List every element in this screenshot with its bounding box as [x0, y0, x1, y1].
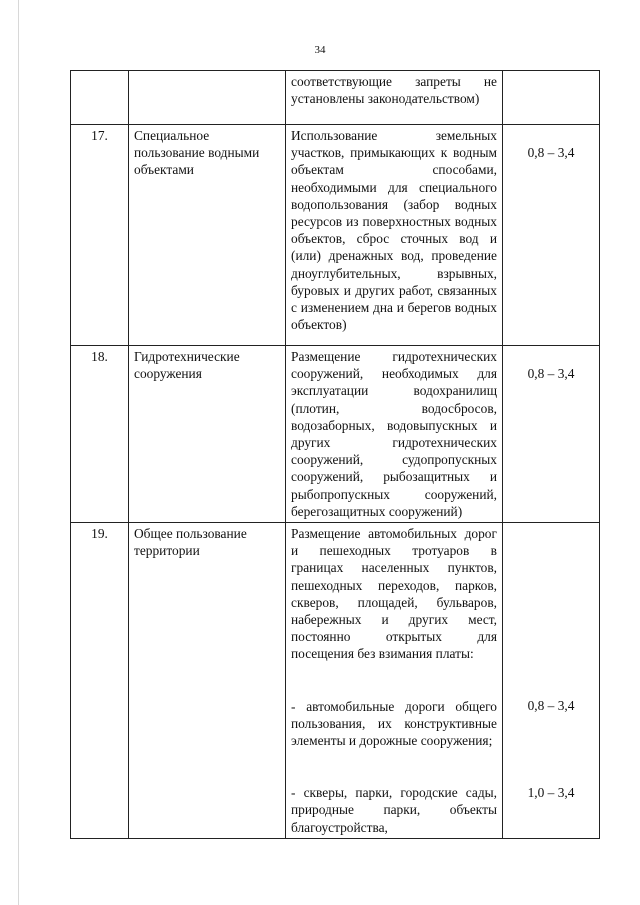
document-table [70, 70, 600, 839]
coefficient-value: 0,8 – 3,4 [527, 366, 575, 381]
row-description [286, 125, 503, 346]
coefficient-value: 1,0 – 3,4 [527, 785, 575, 801]
row-name: Гидротехнические сооружения [129, 346, 286, 523]
description-paragraph: Размещение автомобильных дорог и пешеходных тротуаров в границах населенных пунктов, пешеходных переходов, парков, скверов, площадей, бульваров, набережных и других мест, постоянно открытых для посещения без взимания платы: [291, 526, 497, 662]
row-description [286, 523, 503, 839]
row-description [286, 71, 503, 125]
row-description [286, 346, 503, 523]
coefficient-value: 0,8 – 3,4 [527, 698, 575, 714]
row-coefficient [503, 125, 600, 346]
table-row [71, 125, 600, 346]
row-coefficient [503, 346, 600, 523]
description-paragraph: - скверы, парки, городские сады, природные парки, объекты благоустройства, [291, 785, 497, 835]
table-row [71, 346, 600, 523]
row-number: 18. [71, 346, 129, 523]
row-name: Общее пользование территории [129, 523, 286, 839]
row-coefficient [503, 523, 600, 839]
row-number [71, 71, 129, 125]
coefficient-value: 0,8 – 3,4 [527, 145, 575, 160]
table-row [71, 523, 600, 839]
row-number: 17. [71, 125, 129, 346]
row-name: Специальное пользование водными объектами [129, 125, 286, 346]
row-number: 19. [71, 523, 129, 839]
page-number: 34 [314, 44, 326, 56]
description-paragraph: Использование земельных участков, примыкающих к водным объектам способами, необходимыми для специального водопользования (забор водных ресурсов из поверхностных водных объектов, сброс сточных вод и (или) дренажных вод, проведение дноуглубительных, взрывных, буровых и других работ, связанных с изменением дна и берегов водных объектов) [291, 128, 497, 333]
description-paragraph: соответствующие запреты не установлены законодательством) [291, 74, 497, 107]
description-paragraph: - автомобильные дороги общего пользования, их конструктивные элементы и дорожные сооружения; [291, 698, 497, 749]
scan-edge [18, 0, 19, 905]
row-coefficient [503, 71, 600, 125]
description-paragraph: Размещение гидротехнических сооружений, необходимых для эксплуатации водохранилищ (плотин, водосбросов, водозаборных, водовыпускных и других гидротехнических сооружений, судопропускных сооружений, рыбозащитных и рыбопропускных сооружений, берегозащитных сооружений) [291, 349, 497, 519]
table-row [71, 71, 600, 125]
row-name [129, 71, 286, 125]
